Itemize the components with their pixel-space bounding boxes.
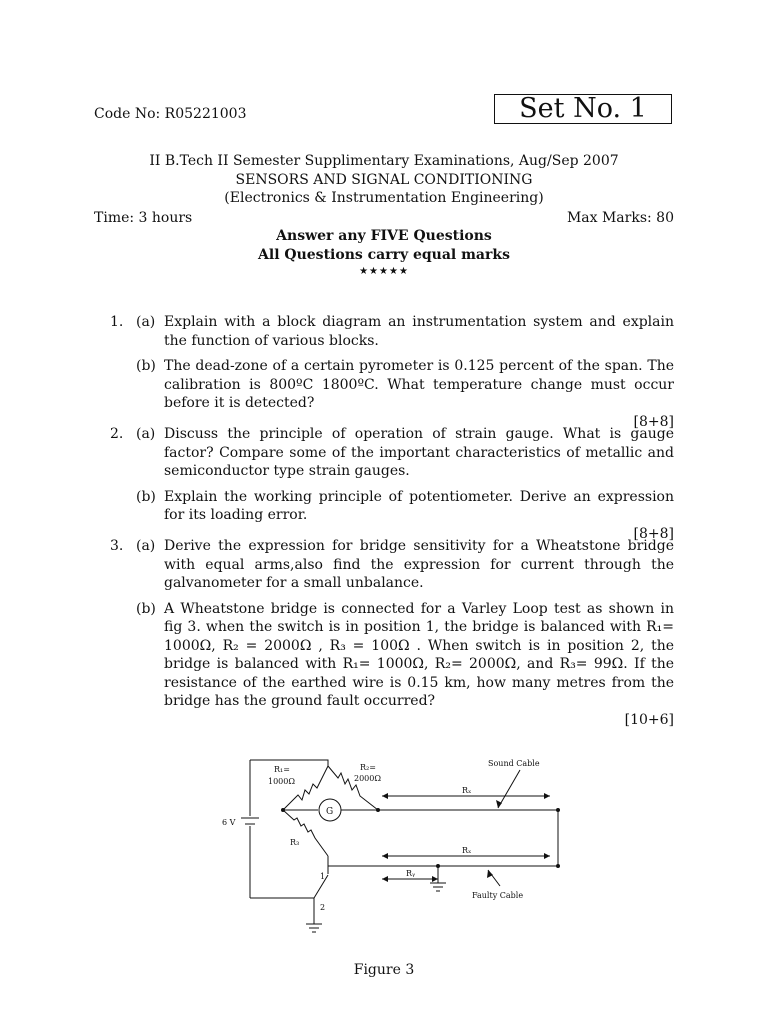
ry-arrow-right	[432, 876, 438, 882]
stars-divider: ★★★★★	[359, 266, 409, 277]
set-number-box: Set No. 1	[494, 94, 672, 124]
subject-title: SENSORS AND SIGNAL CONDITIONING	[235, 172, 533, 188]
question-part	[136, 537, 674, 593]
part-label: (b)	[136, 600, 156, 617]
part-text: Explain the working principle of potentiometer. Derive an expression for its loading error.	[164, 488, 674, 523]
rx-arrow-right	[544, 793, 550, 799]
branch-title: (Electronics & Instrumentation Engineering)	[224, 190, 544, 206]
question-part	[136, 425, 674, 481]
ry-arrow-left	[382, 876, 388, 882]
rx2-label: Rₓ	[462, 846, 472, 855]
question-part	[136, 600, 674, 730]
code-number: Code No: R05221003	[94, 106, 247, 122]
r2-value-label: 2000Ω	[354, 774, 381, 783]
rx-label: Rₓ	[462, 786, 472, 795]
faulty-cable-end	[556, 864, 560, 868]
r1-value-label: 1000Ω	[268, 777, 295, 786]
rx2-arrow-right	[544, 853, 550, 859]
part-text: A Wheatstone bridge is connected for a Varley Loop test as shown in fig 3. when the switch is in position 1, the bridge is balanced with R₁= 1000Ω, R₂ = 2000Ω , R₃ = 100Ω . When switch is in position 2, the bridge is balanced with R₁= 1000Ω, R₂= 2000Ω, and R₃= 99Ω. If the resistance of the earthed wire is 0.15 km, how many metres from the bridge has the ground fault occurred?	[164, 600, 674, 709]
exam-title: II B.Tech II Semester Supplimentary Examinations, Aug/Sep 2007	[149, 153, 619, 169]
varley-loop-circuit-diagram	[210, 748, 590, 948]
exam-duration: Time: 3 hours	[94, 210, 193, 226]
part-label: (b)	[136, 358, 156, 374]
rx2-arrow-left	[382, 853, 388, 859]
part-label: (b)	[136, 488, 156, 505]
question-part	[136, 357, 674, 431]
r2-name-label: R₂=	[360, 763, 376, 772]
question-number: 2.	[110, 426, 124, 442]
part-text: Discuss the principle of operation of strain gauge. What is gauge factor? Compare some of the important characteristics of metallic and semiconductor type strain gauges.	[164, 426, 674, 479]
rx-arrow-left	[382, 793, 388, 799]
r1-name-label: R₁=	[274, 765, 290, 774]
question-part	[136, 488, 674, 544]
ry-label: Rᵧ	[406, 869, 416, 878]
question-number: 3.	[110, 538, 124, 554]
instruction-equal-marks: All Questions carry equal marks	[258, 247, 510, 263]
part-text: Derive the expression for bridge sensitivity for a Wheatstone bridge with equal arms,also find the expression for current through the galvanometer for a small unbalance.	[164, 538, 674, 591]
question-3	[94, 537, 674, 729]
question-number: 1.	[110, 314, 124, 330]
part-label: (a)	[136, 538, 156, 554]
part-marks: [10+6]	[624, 711, 674, 728]
part-marks: [8+8]	[633, 413, 674, 430]
fault-point	[436, 864, 440, 868]
sound-cable-pointer	[498, 770, 520, 808]
r3-label: R₃	[290, 838, 300, 847]
voltage-label: 6 V	[222, 818, 236, 827]
part-text: The dead-zone of a certain pyrometer is 0.125 percent of the span. The calibration is 800ºC 1800ºC. What temperature change must occur before it is detected?	[164, 358, 674, 411]
faulty-cable-pointer-head	[487, 870, 493, 878]
sound-cable-end	[556, 808, 560, 812]
switch-position-1-label: 1	[320, 872, 326, 881]
part-label: (a)	[136, 314, 156, 330]
question-2	[94, 425, 674, 543]
faulty-cable-label: Faulty Cable	[472, 891, 524, 900]
node-a	[281, 808, 285, 812]
question-1	[94, 313, 674, 431]
r2-resistor	[328, 766, 378, 810]
bridge-to-faulty-cable	[328, 856, 378, 866]
sound-cable-label: Sound Cable	[488, 759, 540, 768]
figure-caption: Figure 3	[353, 962, 415, 978]
galvanometer-label: G	[326, 807, 334, 817]
part-label: (a)	[136, 426, 156, 442]
instruction-answer-five: Answer any FIVE Questions	[276, 228, 492, 244]
max-marks: Max Marks: 80	[566, 210, 674, 226]
part-marks: [8+8]	[633, 525, 674, 542]
part-text: Explain with a block diagram an instrumentation system and explain the function of various blocks.	[164, 314, 674, 349]
node-c	[376, 808, 380, 812]
switch-position-2-label: 2	[320, 903, 326, 912]
question-part	[136, 313, 674, 350]
